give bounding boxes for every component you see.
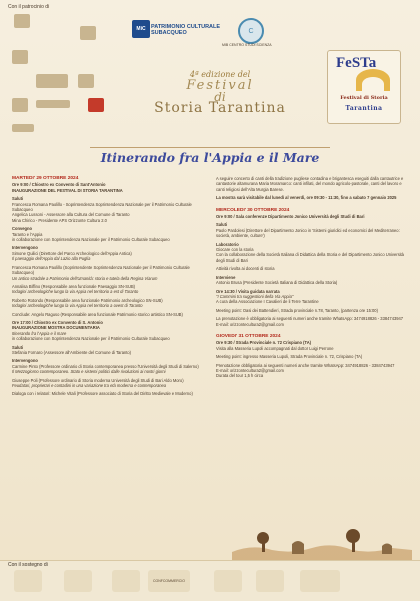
centro-studi-label: MIB CENTRO STUDI SCIENZA	[222, 43, 272, 47]
tour-duration: Durata del tour 1,5 h circa	[216, 373, 264, 379]
talk-title: Feudatari, proprietari e contadini in una variazione tra età moderna e contemporanea	[12, 383, 167, 388]
patron-logo	[80, 26, 96, 40]
speaker: Paolo Pardolesi (Direttore del Dipartimento Jonico in 'Sistemi giuridici ed economici del Mediterraneo: società, ambiente, culture')	[216, 227, 400, 239]
patrocinio-label: Con il patrocinio di	[8, 4, 50, 10]
speaker: Angelica Lussoni - Assessore alla Cultura del Comune di Taranto	[12, 212, 130, 218]
section-label: Intervengono	[12, 245, 38, 251]
exhibition-note: in collaborazione con Soprintendenza Nazionale per il Patrimonio Culturale Subacqueo	[12, 336, 170, 342]
section-label: Interviene	[216, 274, 236, 280]
festa-arc-inner	[362, 77, 384, 91]
day-heading: GIOVEDI' 31 OTTOBRE 2024	[216, 333, 281, 339]
section-label: Convegno	[12, 226, 33, 232]
section-label: Saluti	[12, 196, 24, 202]
speaker: Giuseppe Poli (Professore ordinario di Storia moderna Università degli Studi di Bari Aldo Moro)	[12, 377, 184, 383]
lab-audience: Attività rivolta ai docenti di storia	[216, 266, 275, 272]
visit-description: Visita alla Masseria Lupoli accompagnati dal dottor Luigi Perrone	[216, 345, 334, 351]
speaker: Mina Chirico - Presidente APS Orizzonte Cultura 2.0	[12, 217, 107, 223]
speaker: Francesca Romana Paolillo (Soprintendente Soprintendenza Nazionale per il Patrimonio Culturale Subacqueo)	[12, 264, 190, 276]
talk-title: Indagini archeologiche lungo la via Appia nel territorio a est di Taranto	[12, 289, 139, 295]
patron-logo	[12, 98, 28, 112]
meeting-point: Meeting point: ingresso Masseria Lupoli, Strada Provinciale n. 72, Crispiano (TA)	[216, 354, 363, 360]
patron-logo	[88, 98, 104, 112]
program-left-column	[12, 176, 202, 400]
convegno-note: in collaborazione con Soprintendenza Nazionale per il Patrimonio Culturale Subacqueo	[12, 237, 170, 243]
headline: Itinerando fra l'Appia e il Mare	[100, 150, 320, 165]
di-word: di	[214, 90, 226, 104]
session-time: Ore 14:30 / Visita guidata narrata	[216, 288, 280, 294]
talk-title: Un antico stradale a Patrimonio dell'Umanità: storia e tutela della Regina Viarum	[12, 275, 158, 281]
talk-title: Indagini archeologiche lungo la via Appia nel territorio a ovest di Taranto	[12, 303, 143, 309]
talk-title: Il Mezzogiorno contemporaneo. Stato e sistemi politici dalle rivoluzioni ai nostri giorni	[12, 369, 166, 375]
sponsor-logo	[214, 570, 242, 592]
booking-email: E-mail: orizzontecultura2@gmail.com	[216, 367, 284, 373]
session-time: Ore 9:00 / Chiostro ex Convento di Sant'Antonio	[12, 182, 106, 188]
sponsor-logo-confcommercio: CONFCOMMERCIO	[148, 570, 190, 592]
session-title: INAUGURAZIONE MOSTRA DOCUMENTARIA	[12, 325, 100, 331]
lab-note: Con la collaborazione della Società Italiana di Didattica della Storia e del Dipartimento Jonico Università degli Studi di Bari	[216, 252, 404, 263]
session-time: Ore 9:30 / Strada Provinciale n. 72 Crispiano (TA)	[216, 340, 312, 346]
patron-logo	[14, 14, 30, 28]
patron-logo	[12, 124, 34, 132]
festa-logo	[327, 50, 401, 124]
speaker: Carmine Pinto (Professore ordinario di Storia contemporanea presso l'Università degli Studi di Salerno)	[12, 363, 199, 369]
sponsor-logo	[112, 570, 140, 592]
sponsor-logo	[300, 570, 340, 592]
festival-word: Festival	[186, 78, 254, 93]
section-label: Saluti	[12, 344, 24, 350]
tour-organizer: A cura della Associazione I Cavalieri de li Terre Tarantine	[216, 299, 319, 305]
speaker: Simone Quilici (Direttore del Parco Archeologico dell'Appia Antica)	[12, 250, 132, 256]
speaker: Antonio Brusa (Presidente Società Italiana di Didattica della Storia)	[216, 280, 338, 286]
meeting-point: Meeting point: Oasi dei Battendieri, Strada provinciale n.78, Taranto, (partenza ore 15:00)	[216, 307, 378, 313]
patron-logo	[36, 100, 70, 108]
speaker: Stefania Fornaro (Assessore all'Ambiente del Comune di Taranto)	[12, 349, 132, 355]
concert-description: A seguire concerto di canti della tradizione pugliese contadina e brigantesca eseguiti dalla cantautrice e cantastorie altamurana Maria Moramarco: canti infilati, del mondo agricolo-pastorale, canti del lavoro e canti religiosi dell'Alta Murgia Barese.	[216, 176, 404, 192]
sponsor-label: Con il sostegno di	[8, 562, 48, 568]
lab-title: Giocare con la storia	[216, 247, 254, 253]
divider	[90, 147, 330, 148]
moderator: Dialoga con i relatori: Michele Vitali (Professore associato di Storia del Diritto Medievale e Moderno)	[12, 391, 193, 397]
patron-logo	[36, 74, 68, 88]
speaker: Conclude: Angelo Raguso (Responsabile area funzionale Patrimonio storico artistico SN-SUB)	[12, 311, 183, 317]
session-time: Ore 9:00 / Sala conferenze Dipartimento Jonico Università degli Studi di Bari	[216, 214, 365, 220]
patron-logo	[78, 74, 94, 88]
talk-title: Il paesaggio dell'Appia dal Lazio alla Puglia	[12, 256, 91, 262]
footer-band	[0, 560, 420, 601]
section-label: Laboratorio	[216, 241, 239, 247]
storia-word: Storia Tarantina	[154, 100, 286, 116]
festival-title-block	[120, 70, 320, 116]
day-heading: MERCOLEDI' 30 OTTOBRE 2024	[216, 207, 290, 213]
session-title: INAUGURAZIONE DEL FESTIVAL DI STORIA TARANTINA	[12, 187, 123, 193]
booking-info: La prenotazione è obbligatoria ai seguenti numeri anche tramite WhatsApp: 3474918826 - 3384743947	[216, 316, 404, 322]
exhibition-title: Itinerando fra l'Appia e il mare	[12, 330, 67, 336]
section-label: Saluti	[216, 222, 228, 228]
session-time: Ore 17:00 / Chiostro ex Convento di S. Antonio	[12, 319, 103, 325]
sponsor-logo	[256, 570, 284, 592]
festa-word: FeSTa	[336, 55, 377, 71]
booking-email: E-mail: orizzontecultura2@gmail.com	[216, 321, 284, 327]
patron-logo	[12, 50, 28, 64]
speaker: Francesca Romana Paolillo - Soprintendenza Soprintendenza Nazionale per il Patrimonio Culturale Subacqueo	[12, 201, 192, 213]
festa-sub: Festival di Storia	[340, 95, 388, 101]
day-heading: MARTEDI' 29 OTTOBRE 2024	[12, 176, 79, 181]
tour-title: "I Cammini tra suggestioni della Via Appia"	[216, 293, 294, 299]
convegno-title: Taranto e l'Appia	[12, 231, 43, 237]
patrimonio-subacqueo-logo: PATRIMONIO CULTURALE SUBACQUEO	[151, 24, 221, 36]
sponsor-logo	[64, 570, 92, 592]
booking-info: Prenotazione obbligatoria ai seguenti numeri anche tramite WhatsApp: 3474918826 - 3384743947	[216, 362, 395, 368]
edition-label: 4ª edizione del	[189, 70, 251, 79]
festa-sub2: Tarantina	[345, 105, 383, 112]
program-right-column	[216, 176, 408, 382]
section-label: Intervengono	[12, 358, 38, 364]
exhibition-hours: La mostra sarà visitabile dal lunedì al venerdì, ore 09:30 - 11:30, fino a sabato 7 gennaio 2025	[216, 195, 397, 201]
speaker: Annalisa Biffino (Responsabile area funzionale Paesaggio SN-SUB)	[12, 283, 136, 289]
mic-logo: MiC	[132, 20, 150, 38]
landscape-silhouette	[232, 524, 412, 560]
centro-studi-logo: C	[238, 18, 264, 44]
sponsor-logo	[14, 570, 42, 592]
speaker: Roberto Rotondo (Responsabile area funzionale Patrimonio archeologico SN-SUB)	[12, 297, 163, 303]
